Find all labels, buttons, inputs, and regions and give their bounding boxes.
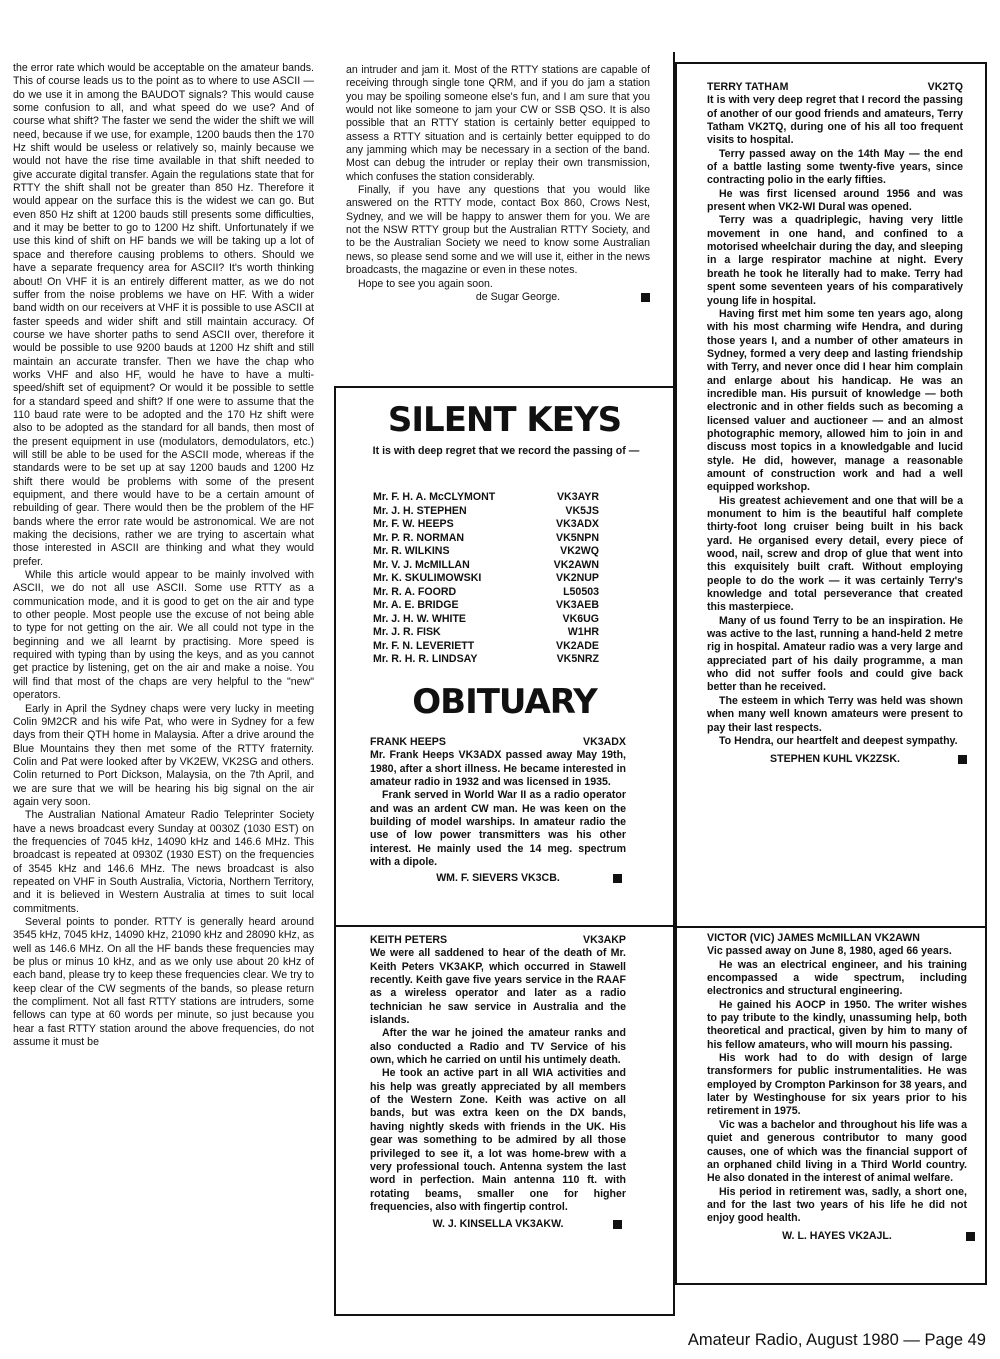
obituary-paragraph: His work had to do with design of large transformers for public instrumentalities. He was employed by Crompton Parkinson for 38 years, and later by Westinghouse for six years prior to his retirement in 1975. [707,1052,967,1118]
obituary-paragraph: Terry passed away on the 14th May — the end of a battle lasting some twenty-five years, since contracting polio in the early fifties. [707,147,963,187]
list-item: Mr. J. H. STEPHEN VK5JS [373,504,599,517]
obituary-paragraph: He took an active part in all WIA activities and his help was greatly appreciated by all members of the Western Zone. Keith was active on all bands, but was extra keen on the DX bands, having nightly skeds with friends in the UK. His gear was something to be admired by all those privileged to see it, a lot was home-brew with a very professional touch. Antenna system the last word in perfection. Main antenna 110 ft. with rotating beams, smaller one for higher frequencies, also with fingertip control. [370,1067,626,1213]
obituary-header: FRANK HEEPS VK3ADX [370,736,626,748]
obituary-signature: W. L. HAYES VK2AJL. [707,1230,967,1243]
obituary-paragraph: Mr. Frank Heeps VK3ADX passed away May 19th, 1980, after a short illness. He became interested in amateur radio in 1932 and was licensed in 1935. [370,749,626,789]
divider [336,925,673,927]
obituary-terry-tatham [707,81,963,767]
silent-keys-list [373,491,599,667]
obituary-paragraph: Vic was a bachelor and throughout his life was a quiet and generous contributor to many good causes, one of which was the financial support of an orphaned child living in a Third World country. He also donated in the interest of animal welfare. [707,1118,967,1185]
obituary-paragraph: He was an electrical engineer, and his training encompassed a wide spectrum, including electronics and structural engineering. [707,958,967,998]
obituary-paragraph: To Hendra, our heartfelt and deepest sympathy. [719,734,958,747]
article-paragraph: The Australian National Amateur Radio Teleprinter Society have a news broadcast every Sunday at 0030Z (1030 EST) on the frequencies of 7045 kHz, 14090 kHz and 146.6 MHz. This broadcast is repeated at 0930Z (1930 EST) on the frequencies of 3545 kHz and 146.6 MHz. The news broadcast is also repeated on VHF in South Australia, Victoria, Northern Territory, and it is believed in Western Australia at times to suit local commitments. [13,809,314,915]
obituary-paragraph: His greatest achievement and one that will be a monument to him is the beautiful half complete thirty-foot long cruiser being built in his back yard. He organised every detail, every piece of wood, nail, screw and drop of glue that went into this exquisitely built craft. Without employing people to do the work — it was certainly Terry's knowledge and total perseverance that created this masterpiece. [707,494,963,614]
end-mark-icon [613,1220,622,1229]
silent-keys-box [334,386,675,1316]
obituary-header: KEITH PETERS VK3AKP [370,934,626,946]
obituary-paragraph: Many of us found Terry to be an inspiration. He was active to the last, running a hand-held 2 metre rig in hospital. Amateur radio was a very large and appreciated part of his daily programme, a man who did not suffer fools and could give back better than he received. [707,614,963,694]
silent-keys-title: SILENT KEYS [387,400,622,440]
end-mark-icon [966,1232,975,1241]
obituary-paragraph: The esteem in which Terry was held was shown when many well known amateurs were present to pay their last respects. [707,694,963,734]
obituary-signature: W. J. KINSELLA VK3AKW. [370,1218,626,1231]
rtty-article-continuation [346,64,650,304]
obituary-paragraph: He was first licensed around 1956 and was present when VK2-WI Dural was opened. [707,187,963,214]
article-paragraph: Hope to see you again soon. [358,277,493,290]
end-mark-icon [641,293,650,302]
article-paragraph: an intruder and jam it. Most of the RTTY stations are capable of receiving through single tone QRM, and if you do jam a station you may be spoiling someone else's fun, and I am sure that you would not like someone to jam your CW or SSB QSO. It is also possible that an RTTY station is certainly better equipped to assess a RTTY situation and is certainly better equipped to do any jamming which may be necessary in a section of the band. Most can debug the intruder or replay their own transmission, which confuses the station considerably. [346,64,650,183]
list-item: Mr. J. H. W. WHITE VK6UG [373,612,599,625]
obituary-paragraph: After the war he joined the amateur ranks and also conducted a Radio and TV Service of his own, which he carried on until his untimely death. [370,1027,626,1067]
list-item: Mr. R. A. FOORD L50503 [373,585,599,598]
article-paragraph: Several points to ponder. RTTY is generally heard around 3545 kHz, 7045 kHz, 14090 kHz, 21090 kHz and 28090 kHz, as well as 146.6 MHz. On all the HF bands these frequencies may be plus or minus 10 kHz, and as we only use about 20 kHz of each band, please try to keep these frequencies clear. We try to keep clear of the CW segments of the bands, so please return the compliment. Not all fast RTTY stations are intruders, some fellows can type at 60 words per minute, so just because you hear a fast RTTY station around the above frequencies, do not assume it must be [13,916,314,1049]
end-mark-icon [958,755,967,764]
list-item: Mr. R. H. R. LINDSAY VK5NRZ [373,653,599,665]
end-mark-icon [613,874,622,883]
list-item: Mr. F. H. A. McCLYMONT VK3AYR [373,491,599,503]
obituary-frank-heeps [370,736,626,886]
obituary-paragraph: It is with very deep regret that I record the passing of another of our good friends and amateurs, Terry Tatham VK2TQ, during one of his all too frequent visits to hospital. [707,94,963,147]
obituary-header: TERRY TATHAM VK2TQ [707,81,963,93]
article-paragraph: Early in April the Sydney chaps were very lucky in meeting Colin 9M2CR and his wife Pat, who were in Sydney for a few days from their QTH home in Malaysia. After a drive around the Blue Mountains they then met some of the RTTY fraternity. Colin and Pat were looked after by VK2EW, VK2SG and others. Colin returned to Port Dickson, Malaysia, on the 7th April, and we are sure that we will be hearing his big signal on the air again very soon. [13,702,314,808]
obituary-paragraph: He gained his AOCP in 1950. The writer wishes to pay tribute to the kindly, unassuming help, both theoretical and practical, given by him to many of his fellow amateurs, who will mourn his passing. [707,998,967,1051]
article-paragraph: the error rate which would be acceptable on the amateur bands. This of course leads us to the point as to where to use ASCII — do we use it in among the BAUDOT signals? This would cause some confusion to all, and what speed do we use? And of course what shift? The faster we send the wider the shift we will need, because if we use, for example, 1200 bauds then the 170 Hz shift would be useless or relatively so, mainly because we would not have the rise time available in that shift needed to give accurate digital transfer. Again the regulations state that for RTTY the shift shall not be greater than 850 Hz. Therefore it would appear on the surface this is the widest we can go. But even 850 Hz shift at 1200 bauds still presents some difficulties, and it may be better to go to 1200 Hz shift. Unfortunately if we use this kind of shift on HF bands we will be taking up a lot of space and therefore causing problems to others. Should we have a separate frequency area for ASCII? It's worth thinking about! On VHF it is an entirely different matter, as we do not suffer from the noise problems we have on HF. With a wider band width on our receivers at VHF it is possible to use ASCII at faster speeds and wider shift and still maintain accuracy. Of course we have shorter paths to send ASCII over, therefore it would be possible to use 9200 bauds at 1200 Hz shift and still maintain an accurate transfer. Then we have the chap who works VHF and also HF, would he have to have a multi-speed/shift set of equipment? Or would it be possible to settle for a standard speed and shift? If one were to assume that the 110 baud rate were to be adopted and the 170 Hz shift were also to be adopted as the standard for all bands, then most of the present equipment in use (modulators, demodulators, etc.) will still be able to be used for the ASCII mode, whereas if the standards were to be set up at say 1200 bauds and 1200 Hz shift there would be problems with some of the present equipment, and there would have to be a certain amount of rebuilding of gear. There would then be the problem of the HF bands where the error rate would be astronomical. We are not making the decisions, rather we are trying to ascertain what those interested in ASCII are thinking and what they would prefer. [13,62,314,568]
obituary-signature: STEPHEN KUHL VK2ZSK. [707,753,963,766]
obituary-paragraph: His period in retirement was, sadly, a short one, and for the last two years of his life he did not enjoy good health. [707,1185,967,1225]
list-item: Mr. P. R. NORMAN VK5NPN [373,531,599,544]
obituary-paragraph: We were all saddened to hear of the death of Mr. Keith Peters VK3AKP, which occurred in Stawell recently. Keith gave five years service in the RAAF as a wireless operator and later as a radio technician he saw service in Australia and the islands. [370,947,626,1027]
obituary-keith-peters [370,934,626,1232]
obituary-paragraph: Terry was a quadriplegic, having very little movement in one hand, and confined to a motorised wheelchair during the day, and sleeping in a large respirator machine at night. Every breath he took he literally had to make. Terry had spent some seventeen years of his comparatively young life in hospital. [707,214,963,307]
article-paragraph: While this article would appear to be mainly involved with ASCII, we do not all use ASCII. Some use RTTY as a communication mode, and it is good to get on the air and type to other people. Most people use the excuse of not being able to type for not getting on the air. We all could not type in the beginning and we all learnt by practising. More speed is required with typing than by using the keys, and as you cannot get practice by listening, get on the air and make a noise. You will find that most of the chaps are very helpful to the "new" operators. [13,569,314,702]
obituary-paragraph: Having first met him some ten years ago, along with his most charming wife Hendra, and during those years I, and a number of other amateurs in Sydney, formed a very deep and lasting friendship with Terry, and never once did I hear him complain and enlarge about his handicap. He was an incredible man. His pursuit of knowledge — both electronic and in other fields such as becoming a licensed valuer and auctioneer — and an almost photographic memory, allowed him to join in and discuss most topics in a knowledgable and lucid style. He did, however, manage a reasonable amount of construction work and had a well equipped workshop. [707,307,963,494]
list-item: Mr. R. WILKINS VK2WQ [373,545,599,557]
obituary-signature: WM. F. SIEVERS VK3CB. [370,872,626,885]
obituary-paragraph: Vic passed away on June 8, 1980, aged 66 years. [707,945,952,958]
list-item: Mr. F. N. LEVERIETT VK2ADE [373,639,599,652]
list-item: Mr. V. J. McMILLAN VK2AWN [373,558,599,571]
obituary-terry-tatham-box [675,62,987,928]
silent-keys-intro: It is with deep regret that we record the passing of — [372,445,640,457]
article-signoff [346,291,650,304]
obituary-header: VICTOR (VIC) JAMES McMILLAN VK2AWN [707,932,920,944]
list-item: Mr. F. W. HEEPS VK3ADX [373,518,599,530]
rtty-article-column [13,62,314,1049]
obituary-victor-mcmillan [707,932,967,1243]
list-item: Mr. A. E. BRIDGE VK3AEB [373,599,599,611]
list-item: Mr. J. R. FISK W1HR [373,626,599,638]
list-item: Mr. K. SKULIMOWSKI VK2NUP [373,572,599,584]
signoff-text: de Sugar George. [475,290,561,303]
page-footer: Amateur Radio, August 1980 — Page 49 [687,1331,986,1349]
obituary-paragraph: Frank served in World War II as a radio operator and was an ardent CW man. He was keen on the building of model warships. In amateur radio the use of low power transmitters was his other interest. He mainly used the 14 meg. spectrum with a dipole. [370,789,626,869]
article-paragraph: Finally, if you have any questions that you would like answered on the RTTY mode, contact Box 860, Crows Nest, Sydney, and we will be happy to answer them for you. We are not the NSW RTTY group but the Australian RTTY Society, and to be the Australian Society we need to know some Australian news, so please send some and we will use it, either in the news broadcasts, the magazine or even in these notes. [346,184,650,277]
obituary-title: OBITUARY [412,682,597,722]
obituary-victor-mcmillan-box [675,928,987,1285]
